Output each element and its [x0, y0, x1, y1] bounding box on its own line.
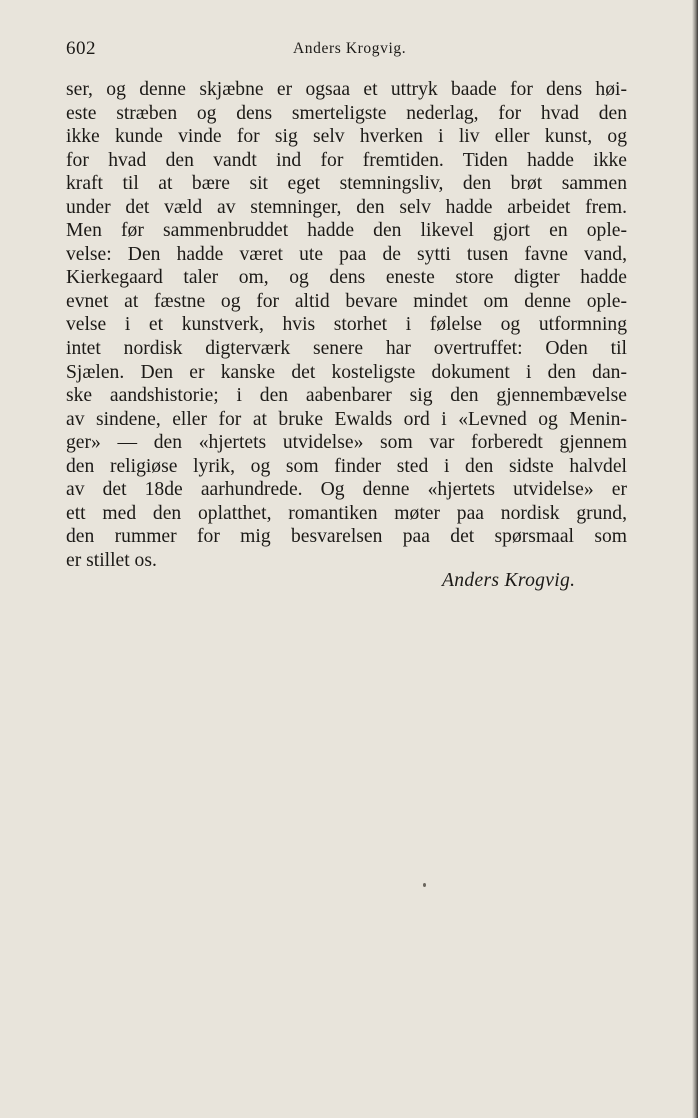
text-line: for hvad den vandt ind for fremtiden. Tiden hadde ikke — [66, 149, 627, 171]
text-line: under det væld av stemninger, den selv hadde arbeidet frem. — [66, 196, 627, 218]
text-line: den religiøse lyrik, og som finder sted i den sidste halvdel — [66, 455, 627, 477]
text-line: kraft til at bære sit eget stemningsliv, den brøt sammen — [66, 173, 627, 195]
text-line: den rummer for mig besvarelsen paa det spørsmaal som — [66, 526, 627, 548]
body-text — [66, 78, 627, 572]
paper-speck — [423, 883, 426, 887]
text-line: av sindene, eller for at bruke Ewalds ord i «Levned og Menin- — [66, 408, 627, 430]
page-number: 602 — [66, 38, 96, 59]
text-line: av det 18de aarhundrede. Og denne «hjertets utvidelse» er — [66, 479, 627, 501]
text-line: Kierkegaard taler om, og dens eneste store digter hadde — [66, 267, 627, 289]
text-line: ett med den oplatthet, romantiken møter paa nordisk grund, — [66, 502, 627, 524]
text-line: velse i et kunstverk, hvis storhet i følelse og utformning — [66, 314, 627, 336]
text-line: er stillet os. — [66, 549, 157, 571]
running-head: Anders Krogvig. — [293, 40, 407, 57]
page-edge-shadow — [692, 0, 698, 1118]
author-signature: Anders Krogvig. — [442, 570, 576, 591]
text-line: Men før sammenbruddet hadde den likevel gjort en ople- — [66, 220, 627, 242]
text-line: evnet at fæstne og for altid bevare mindet om denne ople- — [66, 290, 627, 312]
text-line: intet nordisk digterværk senere har overtruffet: Oden til — [66, 338, 627, 360]
text-line: ger» — den «hjertets utvidelse» som var forberedt gjennem — [66, 432, 627, 454]
text-line: este stræben og dens smerteligste nederlag, for hvad den — [66, 102, 627, 124]
text-line: Sjælen. Den er kanske det kosteligste dokument i den dan- — [66, 361, 627, 383]
text-line: ser, og denne skjæbne er ogsaa et uttryk baade for dens høi- — [66, 79, 627, 100]
text-line: velse: Den hadde været ute paa de sytti tusen favne vand, — [66, 243, 627, 265]
text-line: ikke kunde vinde for sig selv hverken i liv eller kunst, og — [66, 126, 627, 148]
page-header — [66, 38, 626, 62]
text-line: ske aandshistorie; i den aabenbarer sig den gjennembævelse — [66, 385, 627, 407]
